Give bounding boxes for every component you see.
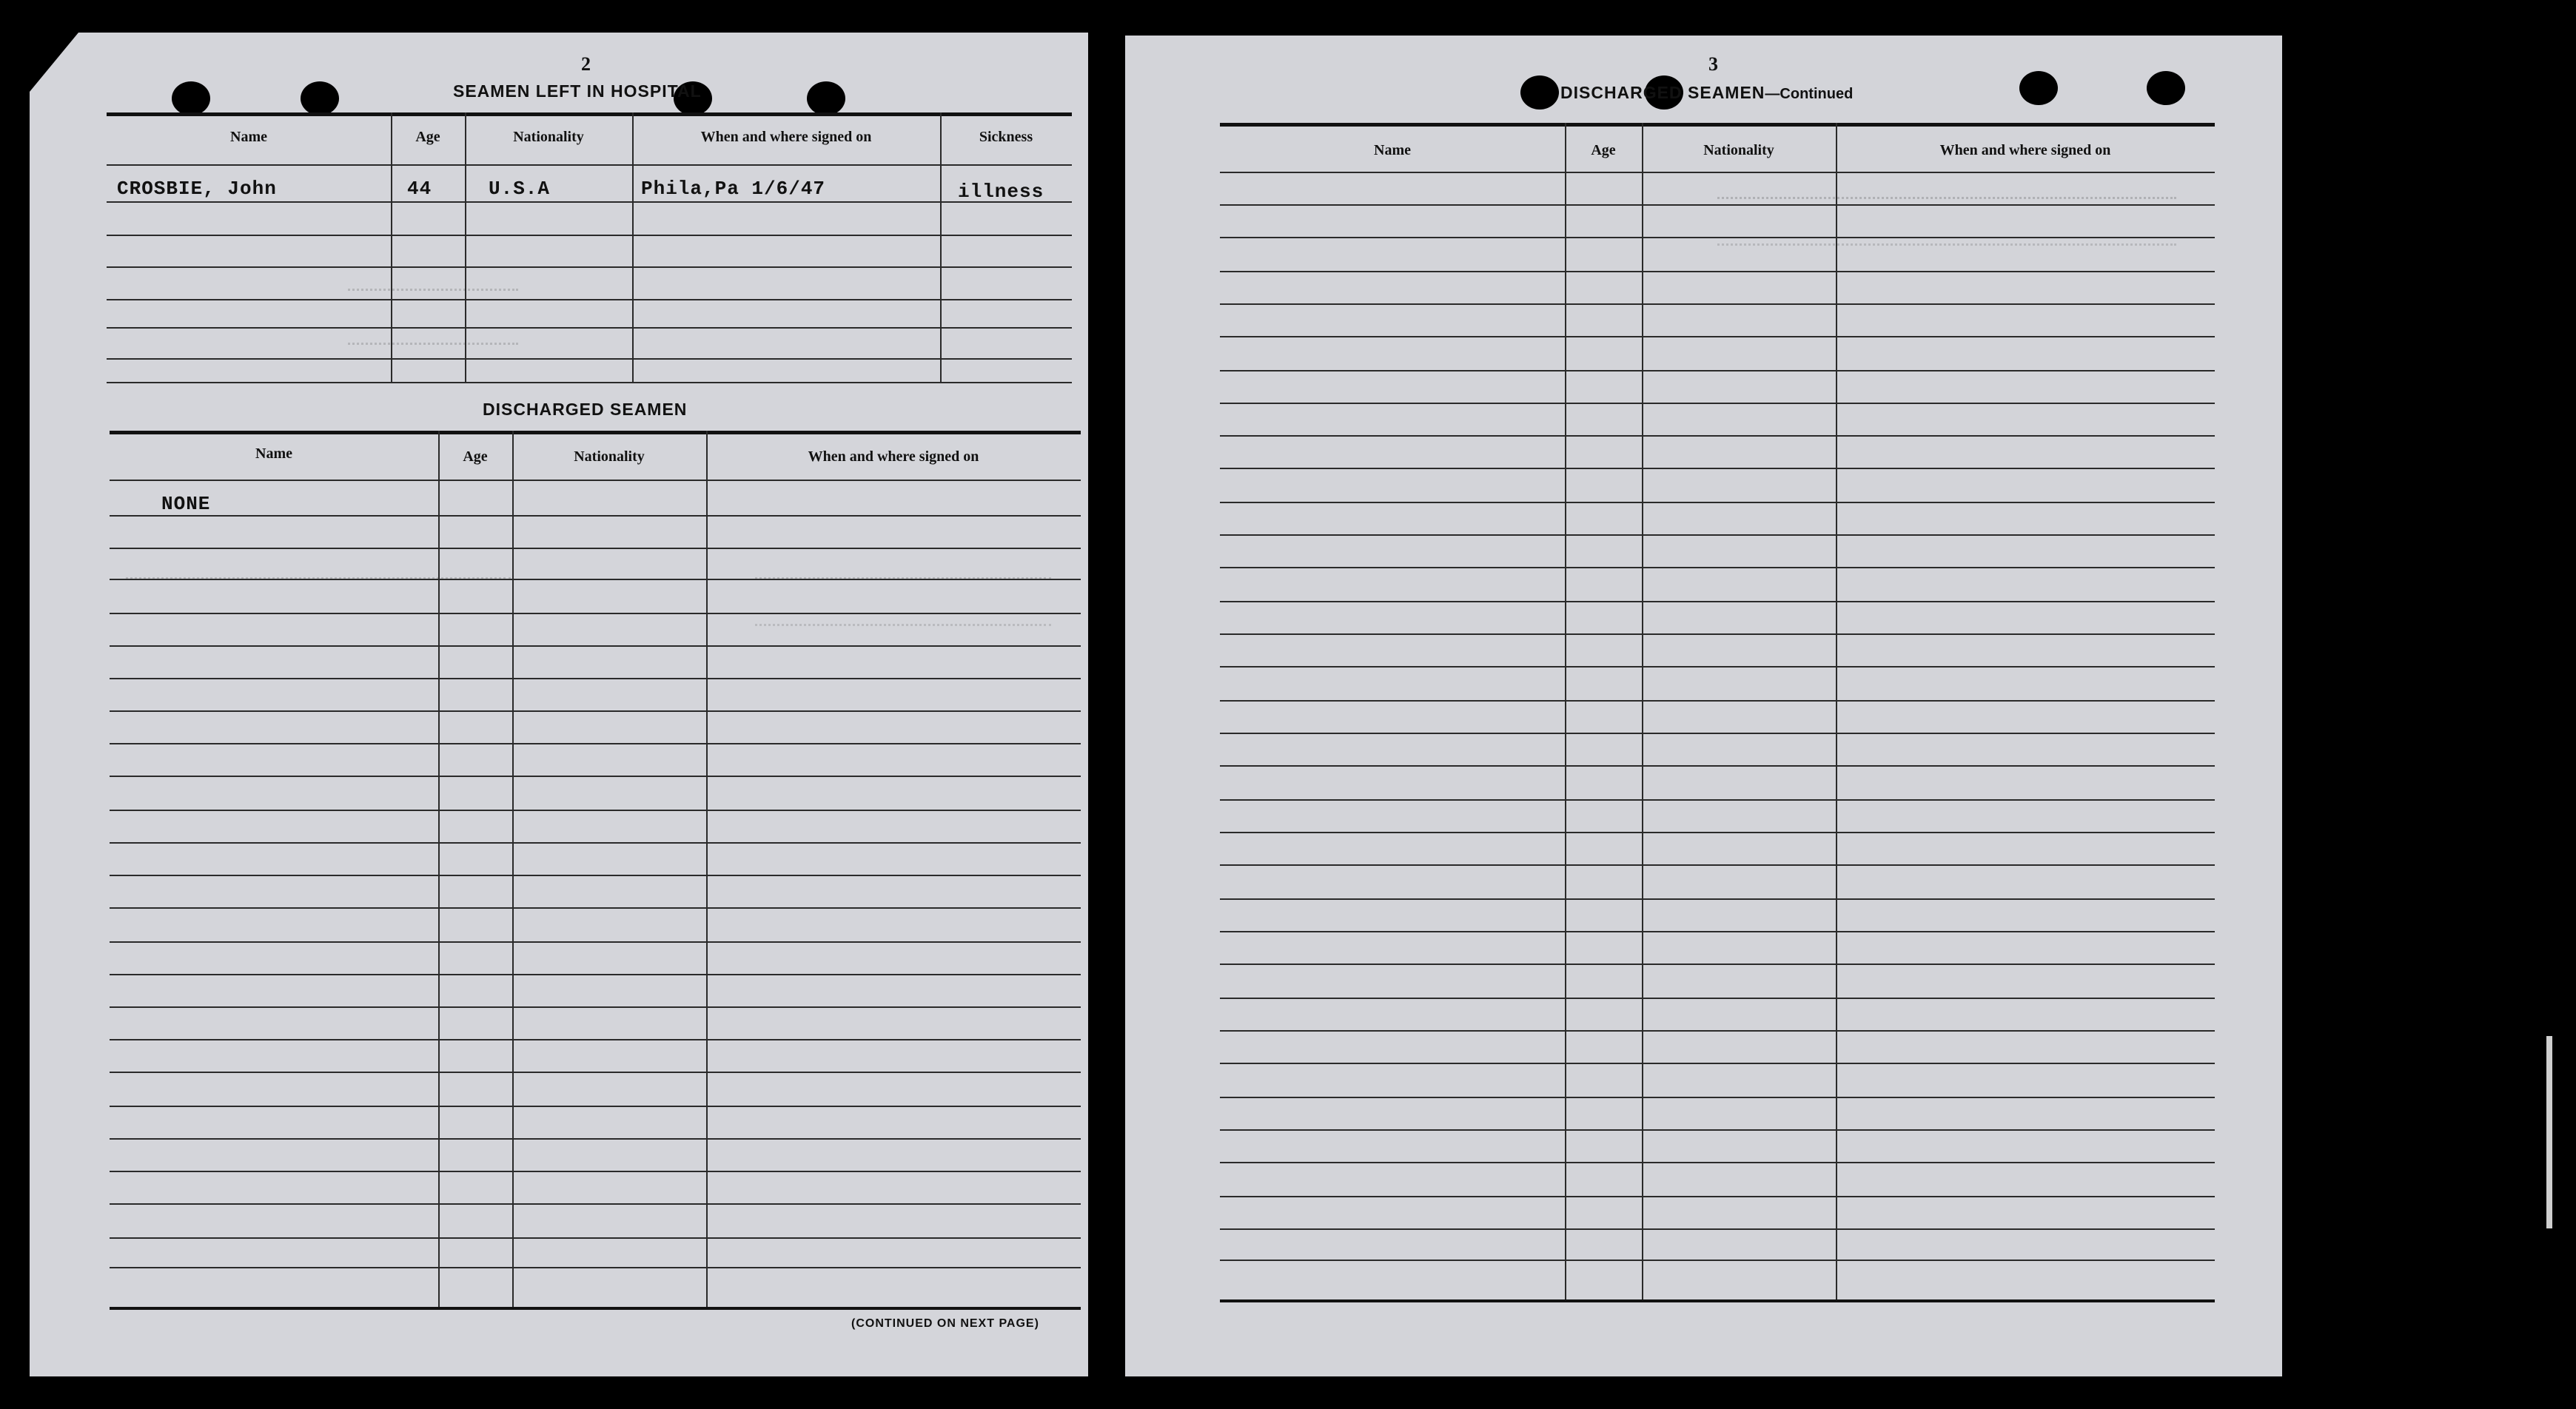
column-header-nationality: Nationality — [513, 129, 584, 145]
hospital-section-title: SEAMEN LEFT IN HOSPITAL — [453, 81, 702, 101]
hospital-sickness-cell: illness — [958, 181, 1044, 203]
continued-footer: (CONTINUED ON NEXT PAGE) — [851, 1317, 1039, 1330]
discharged-continued-title — [1560, 83, 1853, 103]
discharged-continued-table — [1220, 123, 2215, 1307]
hospital-signed-on-cell: Phila,Pa 1/6/47 — [641, 178, 826, 200]
punch-hole — [172, 81, 210, 115]
column-header-nationality: Nationality — [574, 448, 645, 465]
page-number: 2 — [581, 53, 591, 75]
column-header-sickness: Sickness — [979, 129, 1033, 145]
discharged-section-title: DISCHARGED SEAMEN — [483, 400, 688, 419]
hospital-name-cell: CROSBIE, John — [117, 178, 277, 200]
punch-hole — [2147, 71, 2185, 105]
punch-hole — [1520, 75, 1559, 110]
column-header-signed-on: When and where signed on — [1939, 142, 2111, 158]
discharged-none-entry: NONE — [161, 493, 211, 515]
title-suffix: —Continued — [1765, 86, 1854, 102]
column-header-age: Age — [1591, 142, 1616, 158]
page-number: 3 — [1708, 53, 1718, 75]
column-header-name: Name — [230, 129, 267, 145]
column-header-signed-on: When and where signed on — [808, 448, 979, 465]
discharged-table — [110, 431, 1081, 1313]
punch-hole — [807, 81, 845, 115]
hospital-age-cell: 44 — [407, 178, 432, 200]
column-header-nationality: Nationality — [1703, 142, 1774, 158]
punch-hole — [2019, 71, 2058, 105]
title-main: DISCHARGED SEAMEN — [1560, 83, 1765, 102]
bleed-through-mark — [348, 289, 518, 345]
hospital-table — [107, 112, 1072, 386]
hospital-nationality-cell: U.S.A — [489, 178, 551, 200]
bleed-through-mark — [1717, 197, 2176, 246]
punch-hole — [301, 81, 339, 115]
column-header-name: Name — [1374, 142, 1411, 158]
column-header-name: Name — [255, 445, 292, 462]
column-header-age: Age — [463, 448, 488, 465]
page-edge — [2546, 1036, 2552, 1228]
column-header-signed-on: When and where signed on — [700, 129, 872, 145]
column-header-age: Age — [415, 129, 440, 145]
